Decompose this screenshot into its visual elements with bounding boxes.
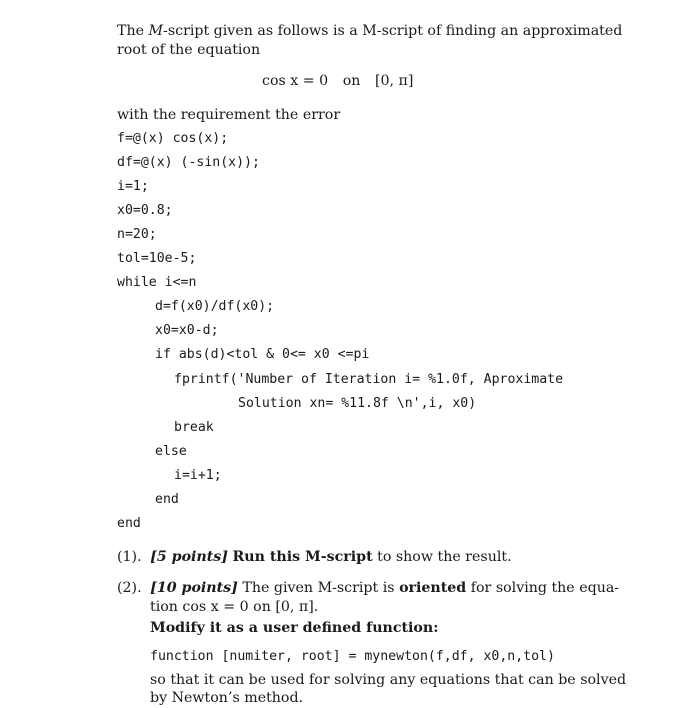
- q2-number: (2).: [117, 580, 142, 596]
- q2-points: [10 points]: [150, 580, 238, 596]
- code-line-11: fprintf('Number of Iteration i= %1.0f, Aproximate: [174, 372, 564, 387]
- code-line-10: if abs(d)<tol & 0<= x0 <=pi: [155, 347, 370, 362]
- q2-closing-line-1: so that it can be used for solving any equations that can be solved: [150, 672, 627, 688]
- q1-number: (1).: [117, 549, 142, 565]
- code-line-12: Solution xn= %11.8f \n',i, x0): [238, 396, 477, 411]
- code-line-8: d=f(x0)/df(x0);: [155, 299, 275, 314]
- equation: [262, 73, 413, 89]
- q1-bold: Run this M-script: [232, 549, 373, 565]
- q2-closing-line-2: by Newton’s method.: [150, 690, 304, 706]
- intro-m-italic: M: [148, 23, 164, 39]
- code-line-1: f=@(x) cos(x);: [117, 131, 229, 146]
- intro-text-end: -script given as follows is a M-script of finding an approximated: [163, 23, 623, 39]
- code-line-7: while i<=n: [117, 275, 197, 290]
- code-line-14: else: [155, 444, 187, 459]
- code-line-2: df=@(x) (-sin(x));: [117, 155, 260, 170]
- q2-function-signature: function [numiter, root] = mynewton(f,df, x0,n,tol): [150, 649, 555, 664]
- code-line-13: break: [174, 420, 214, 435]
- q2-modify-heading: Modify it as a user defined function:: [150, 620, 439, 636]
- equation-lhs: cos x = 0: [262, 73, 329, 89]
- code-line-9: x0=x0-d;: [155, 323, 219, 338]
- intro-line-2: root of the equation: [117, 42, 261, 58]
- code-line-4: x0=0.8;: [117, 203, 173, 218]
- q2-text-a: The given M-script is: [237, 580, 400, 596]
- code-line-5: n=20;: [117, 227, 157, 242]
- code-line-17: end: [117, 516, 141, 531]
- code-line-3: i=1;: [117, 179, 149, 194]
- intro-text-start: The: [117, 23, 149, 39]
- code-line-15: i=i+1;: [174, 468, 222, 483]
- q1-points: [5 points]: [150, 549, 228, 565]
- question-2-line-1: [117, 580, 619, 596]
- code-line-16: end: [155, 492, 179, 507]
- question-1: [117, 549, 512, 565]
- equation-on: on: [342, 73, 361, 89]
- intro-line-1: [117, 23, 622, 39]
- q2-text-b: for solving the equa-: [466, 580, 620, 596]
- requirement-text: with the requirement the error: [117, 107, 341, 123]
- question-2-line-2: tion cos x = 0 on [0, π].: [150, 599, 319, 615]
- q1-rest: to show the result.: [372, 549, 512, 565]
- equation-interval: [0, π]: [374, 73, 414, 89]
- q2-bold-oriented: oriented: [399, 580, 467, 596]
- code-line-6: tol=10e-5;: [117, 251, 197, 266]
